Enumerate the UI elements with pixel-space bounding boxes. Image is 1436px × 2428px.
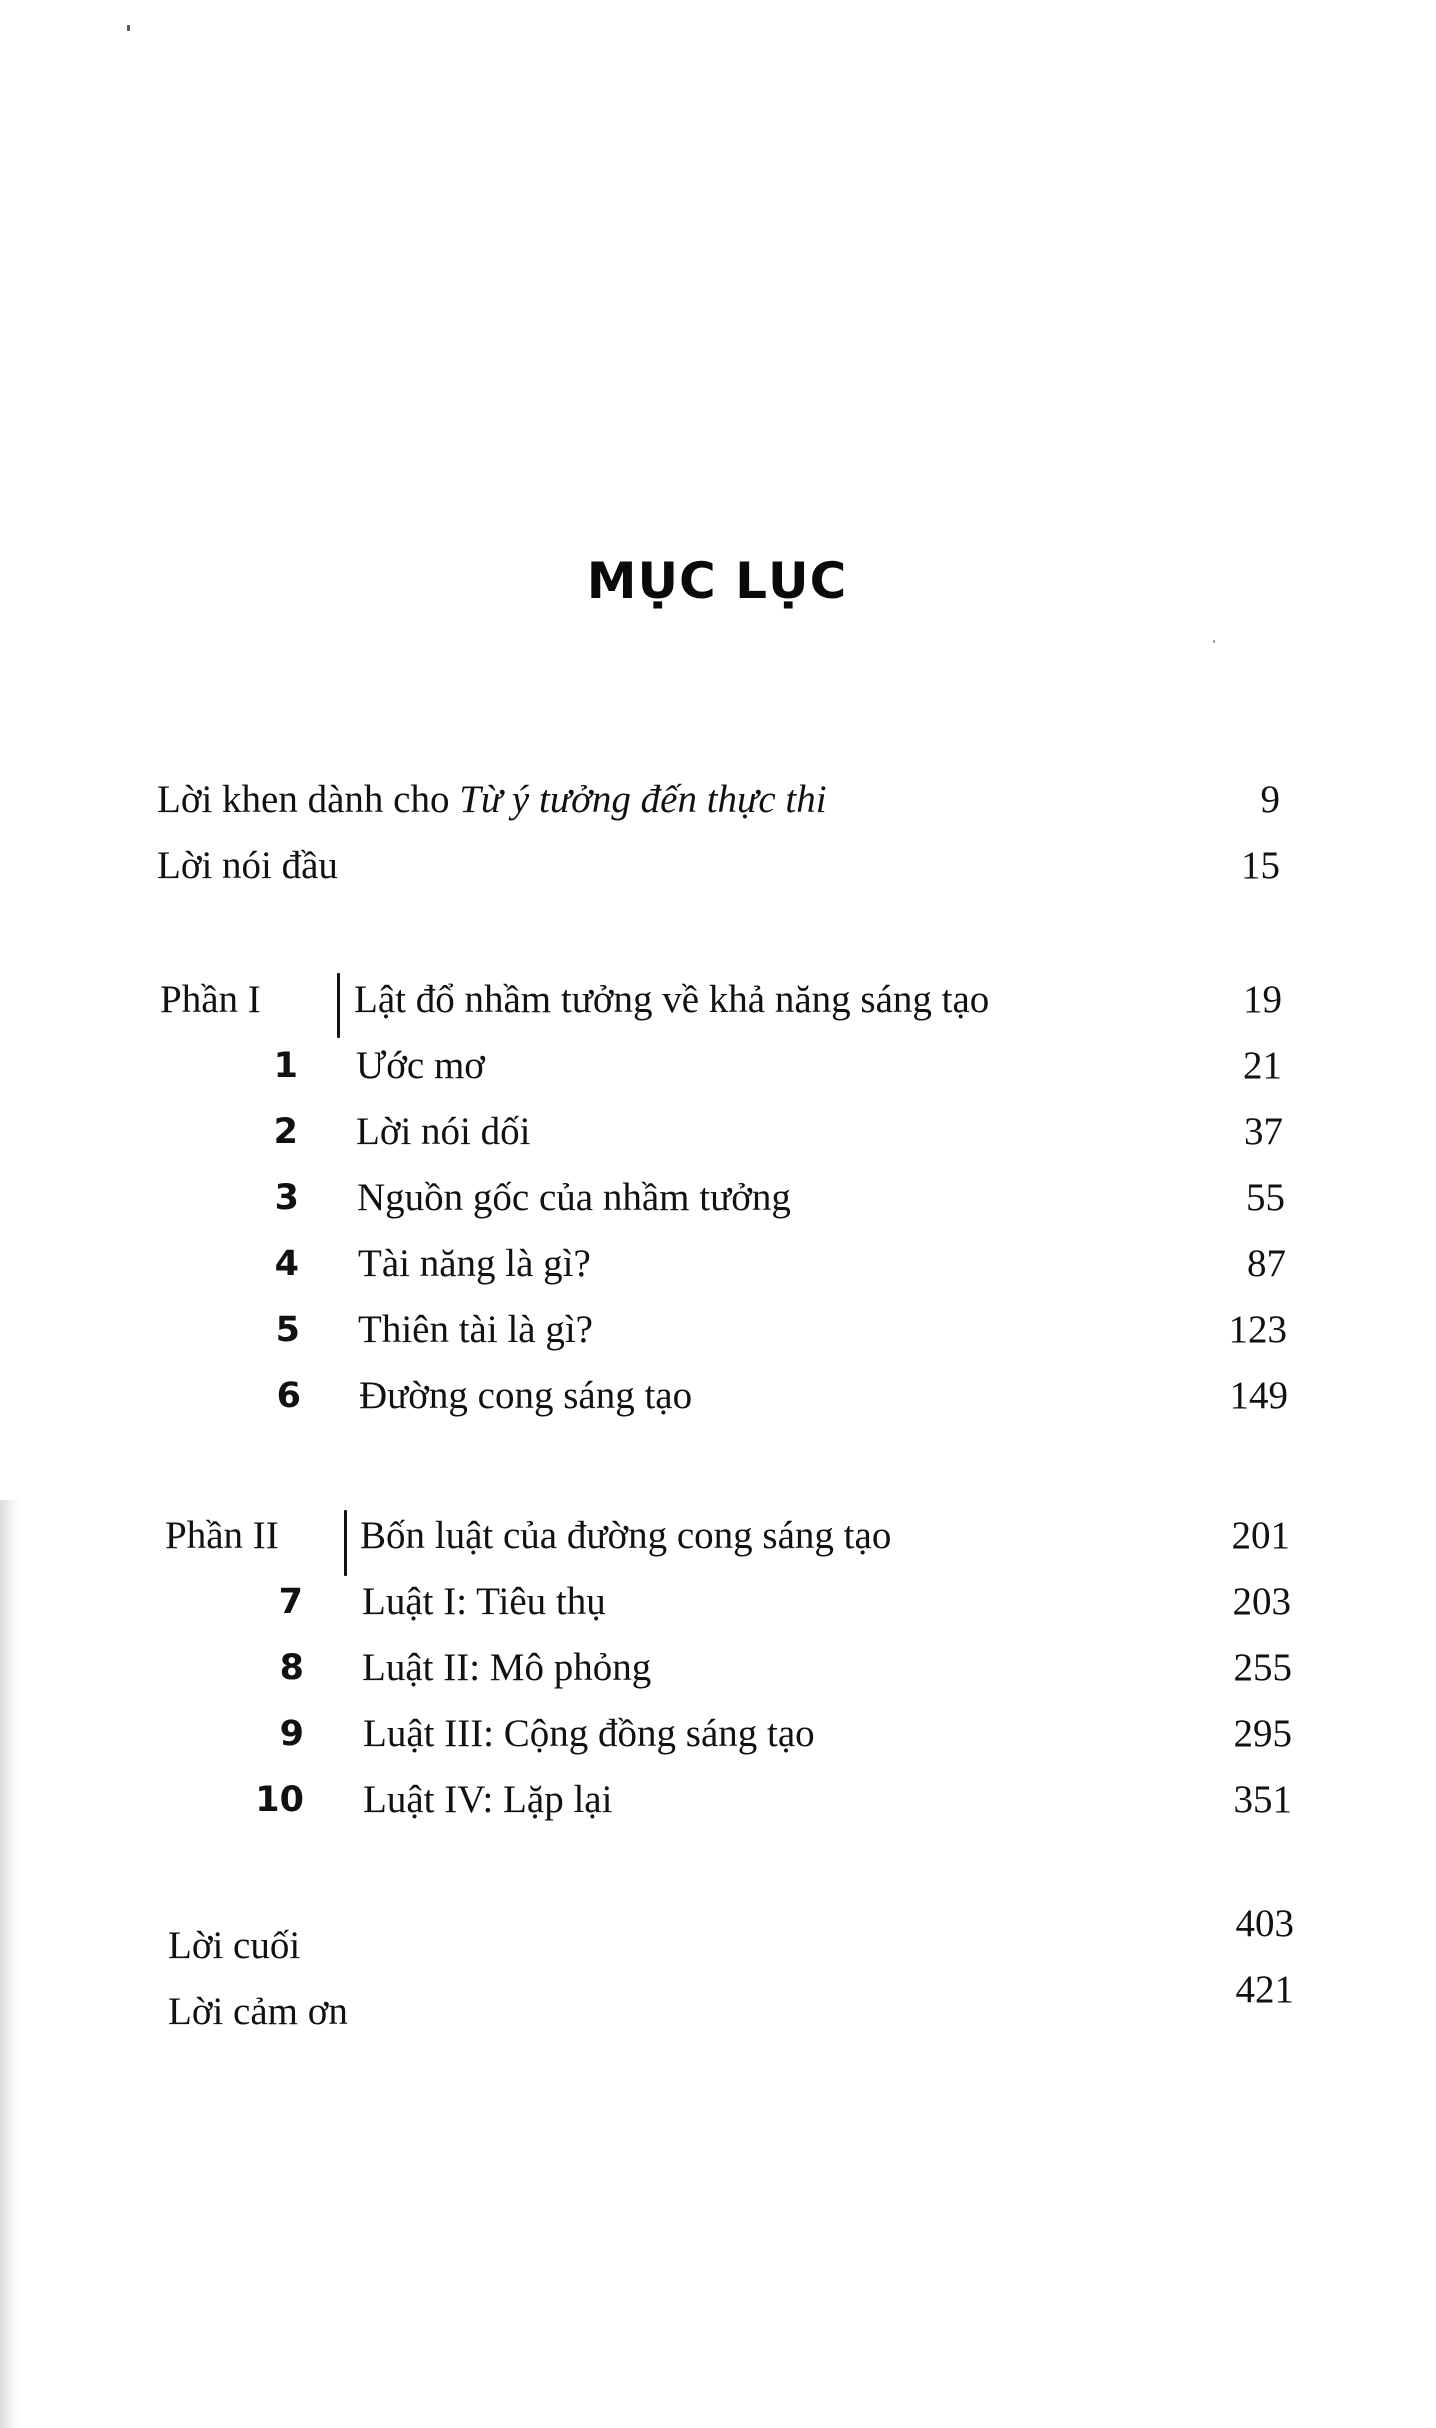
part-title: Lật đổ nhầm tưởng về khả năng sáng tạo	[354, 978, 990, 1021]
toc-entry-page: 37	[1244, 1110, 1283, 1153]
chapter-number: 1	[273, 1046, 298, 1086]
part-label: Phần II	[165, 1514, 279, 1557]
part-divider-bar	[337, 973, 340, 1038]
toc-entry-page: 9	[1260, 778, 1280, 821]
scan-speck	[1213, 640, 1215, 643]
chapter-title: Ước mơ	[356, 1044, 485, 1087]
toc-chapter-3[interactable]	[0, 1168, 1436, 1228]
toc-entry-title: Lời cuối	[168, 1924, 301, 1967]
toc-chapter-10[interactable]	[0, 1770, 1436, 1830]
toc-entry-page: 19	[1243, 978, 1282, 1021]
toc-chapter-5[interactable]	[0, 1300, 1436, 1360]
chapter-title: Đường cong sáng tạo	[359, 1374, 693, 1417]
toc-entry-page: 123	[1228, 1308, 1287, 1351]
chapter-number: 4	[274, 1244, 299, 1284]
toc-entry-page: 255	[1233, 1646, 1292, 1689]
toc-entry-front-1[interactable]	[0, 770, 1436, 830]
chapter-number: 9	[279, 1714, 304, 1754]
chapter-number: 8	[279, 1648, 304, 1688]
toc-entry-page: 351	[1233, 1778, 1292, 1821]
chapter-title: Luật II: Mô phỏng	[362, 1646, 652, 1689]
toc-entry-page: 203	[1232, 1580, 1291, 1623]
toc-entry-page: 421	[1235, 1968, 1294, 2011]
toc-chapter-6[interactable]	[0, 1366, 1436, 1426]
toc-chapter-2[interactable]	[0, 1102, 1436, 1162]
toc-entry-page: 87	[1247, 1242, 1286, 1285]
toc-entry-page: 21	[1243, 1044, 1282, 1087]
toc-entry-page: 201	[1231, 1514, 1290, 1557]
toc-part-1[interactable]	[0, 970, 1436, 1030]
part-divider-bar	[344, 1510, 347, 1576]
chapter-title: Thiên tài là gì?	[358, 1308, 593, 1351]
chapter-title: Nguồn gốc của nhầm tưởng	[357, 1176, 791, 1219]
page-title: MỤC LỤC	[586, 551, 848, 610]
toc-chapter-7[interactable]	[0, 1572, 1436, 1632]
toc-chapter-4[interactable]	[0, 1234, 1436, 1294]
chapter-title: Tài năng là gì?	[358, 1242, 591, 1285]
chapter-number: 3	[274, 1178, 299, 1218]
toc-entry-page: 149	[1229, 1374, 1288, 1417]
scan-speck	[127, 25, 130, 31]
toc-entry-title: Lời khen dành cho Từ ý tưởng đến thực thi	[157, 778, 827, 821]
chapter-number: 5	[275, 1310, 300, 1350]
toc-chapter-9[interactable]	[0, 1704, 1436, 1764]
chapter-title: Luật I: Tiêu thụ	[362, 1580, 606, 1623]
part-label: Phần I	[160, 978, 261, 1021]
toc-entry-page: 295	[1233, 1712, 1292, 1755]
chapter-title: Luật IV: Lặp lại	[363, 1778, 613, 1821]
toc-entry-title: Lời nói đầu	[157, 844, 338, 887]
chapter-number: 10	[255, 1780, 304, 1820]
toc-entry-title: Lời cảm ơn	[168, 1990, 348, 2033]
toc-entry-page: 15	[1241, 844, 1280, 887]
toc-chapter-8[interactable]	[0, 1638, 1436, 1698]
toc-entry-page: 403	[1235, 1902, 1294, 1945]
chapter-number: 7	[278, 1582, 303, 1622]
chapter-title: Luật III: Cộng đồng sáng tạo	[363, 1712, 815, 1755]
toc-chapter-1[interactable]	[0, 1036, 1436, 1096]
part-title: Bốn luật của đường cong sáng tạo	[360, 1514, 892, 1557]
toc-entry-back-2[interactable]	[0, 1968, 1436, 2042]
toc-part-2[interactable]	[0, 1506, 1436, 1566]
chapter-number: 6	[276, 1376, 301, 1416]
chapter-number: 2	[273, 1112, 298, 1152]
toc-entry-page: 55	[1246, 1176, 1285, 1219]
toc-entry-front-2[interactable]	[0, 836, 1436, 896]
chapter-title: Lời nói dối	[356, 1110, 531, 1153]
